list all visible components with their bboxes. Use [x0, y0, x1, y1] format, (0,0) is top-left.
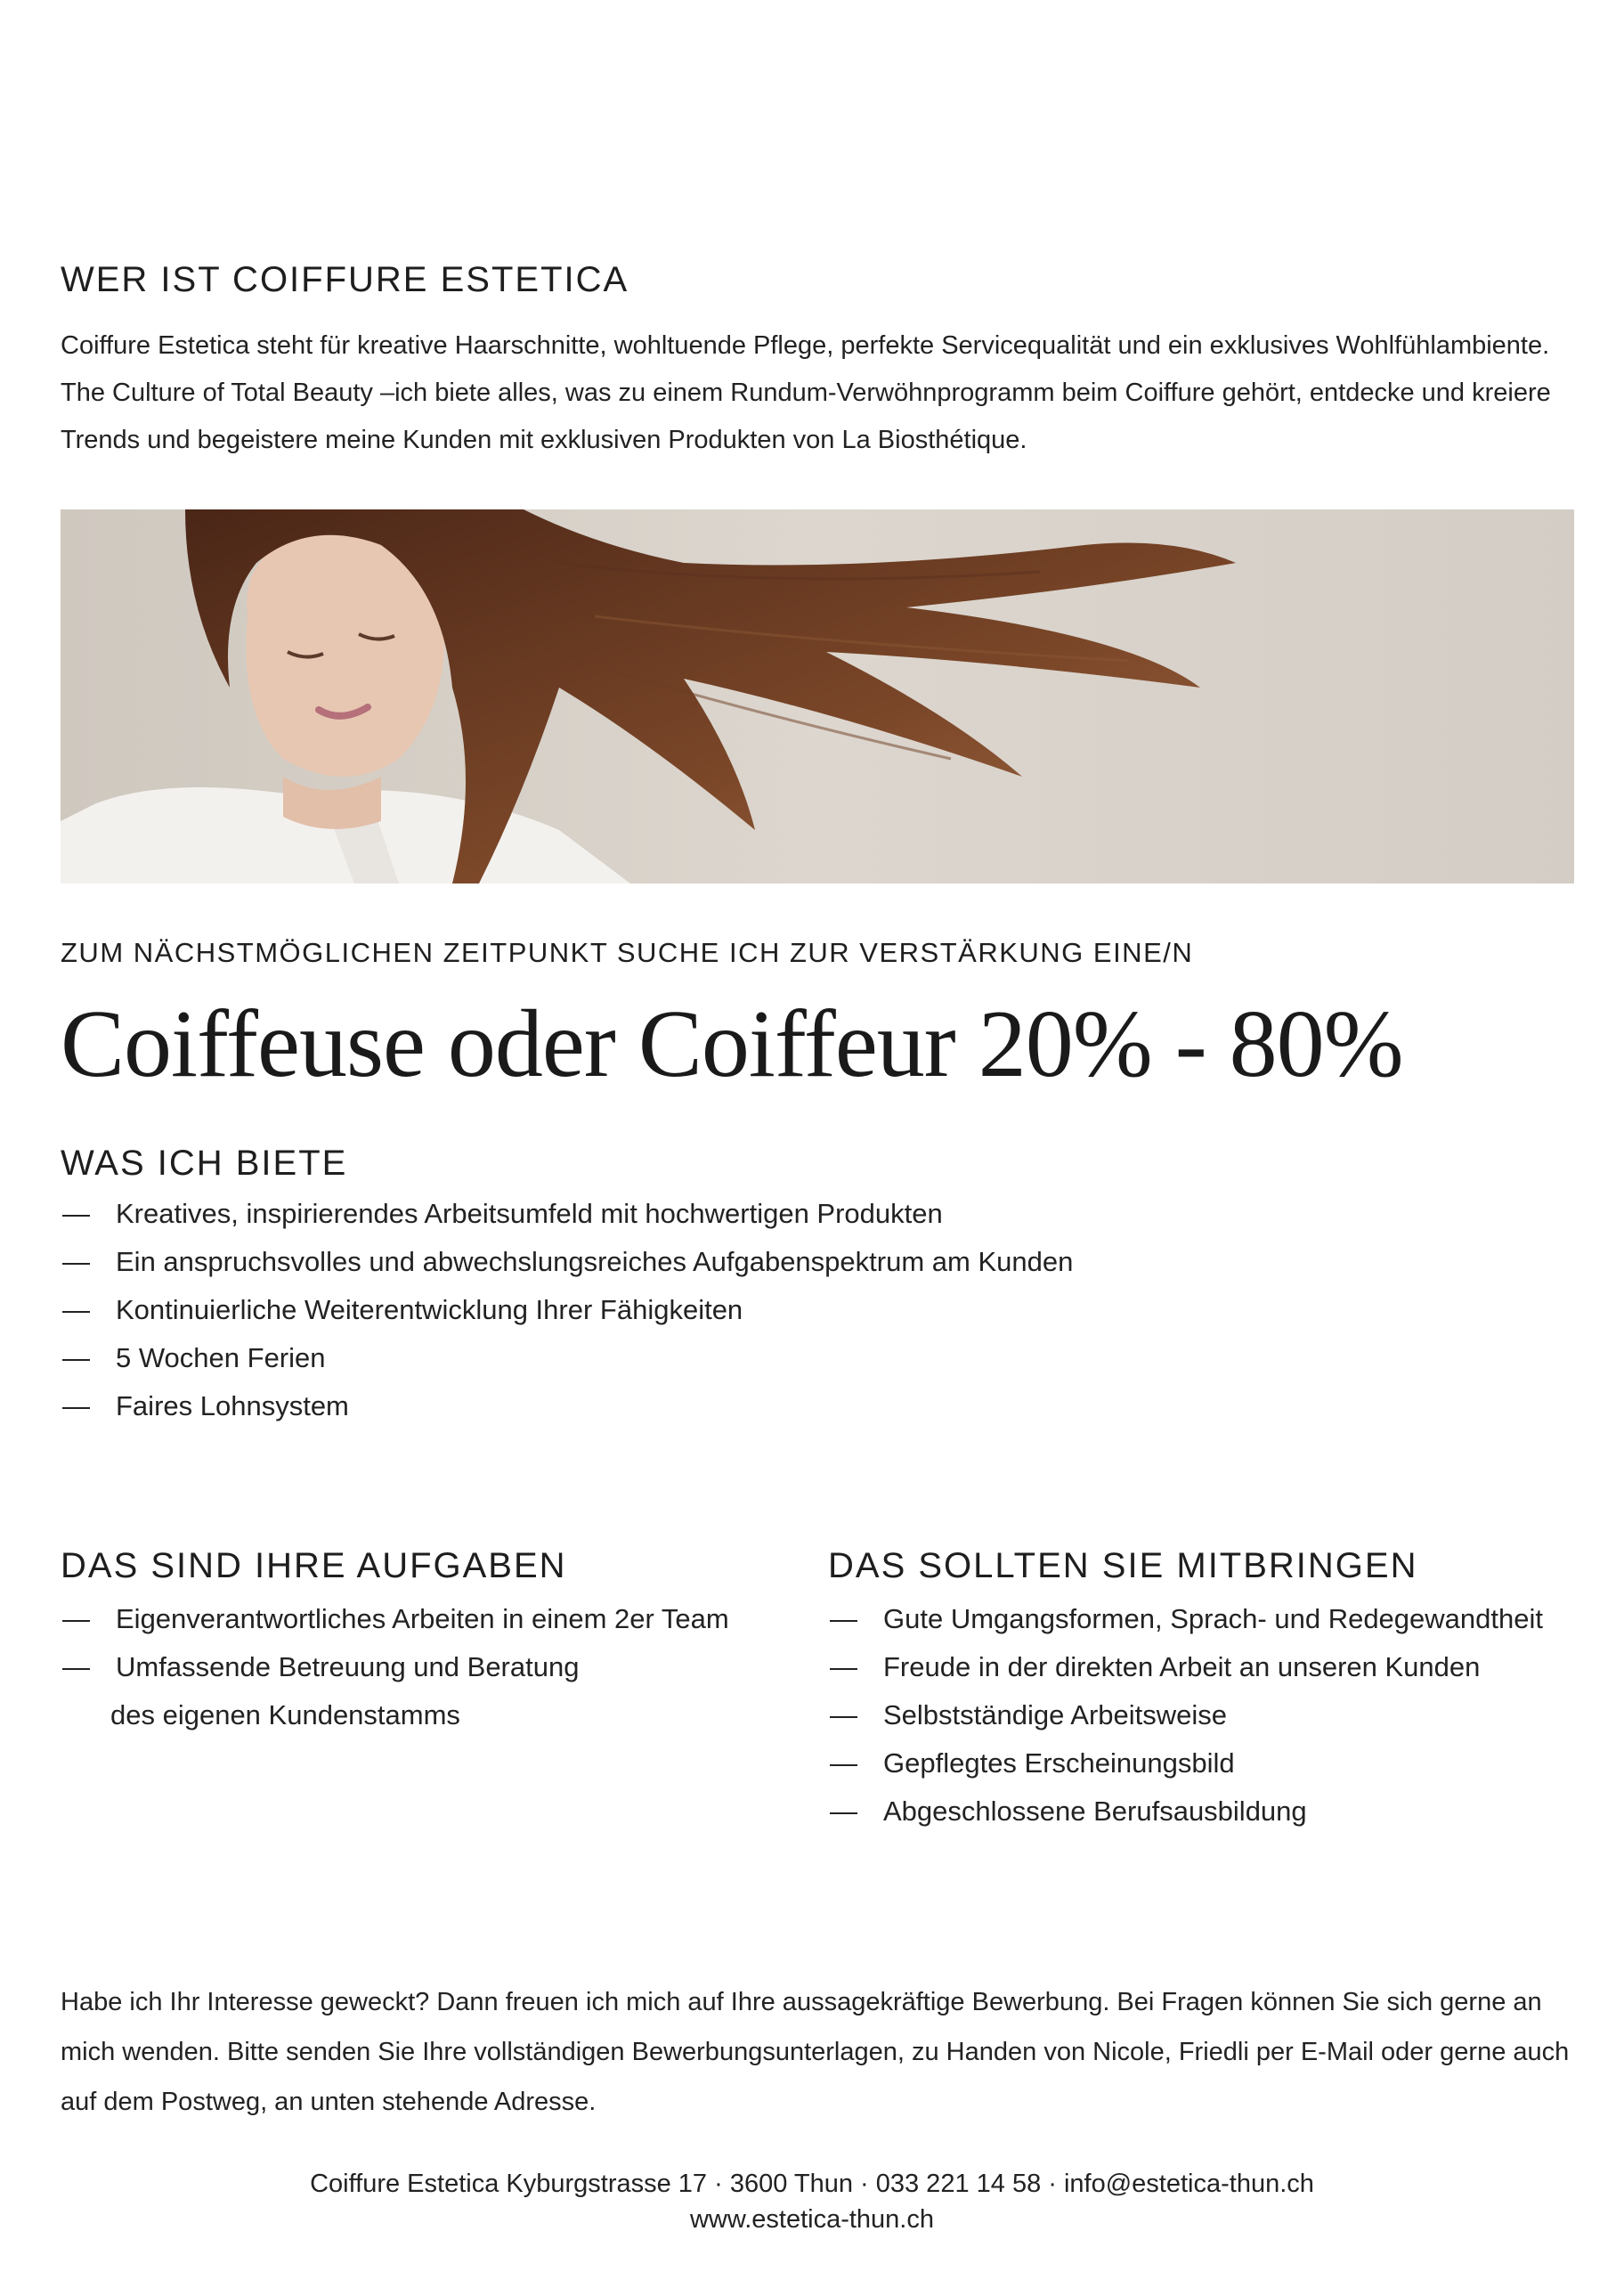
list-item	[61, 1286, 1073, 1334]
list-item-text: Gepflegtes Erscheinungsbild	[883, 1747, 1235, 1779]
list-item	[61, 1334, 1073, 1382]
closing-text: Habe ich Ihr Interesse geweckt? Dann freuen ich mich auf Ihre aussagekräftige Bewerbung. Bei Fragen können Sie sich gerne an mich wenden. Bitte senden Sie Ihre vollständigen Bewerbungsunterlagen, zu Handen von Nicole, Friedli per E-Mail oder gerne auch auf dem Postweg, an unten stehende Adresse.	[61, 1988, 1570, 2116]
intro-heading: WER IST COIFFURE ESTETICA	[61, 260, 629, 299]
dash-bullet: —	[62, 1246, 90, 1277]
list-item-text: Gute Umgangsformen, Sprach- und Redegewandtheit	[883, 1603, 1543, 1634]
intro-text: Coiffure Estetica steht für kreative Haarschnitte, wohltuende Pflege, perfekte Servicequalität und ein exklusives Wohlfühlambiente. The Culture of Total Beauty –ich biete alles, was zu einem Rundum-Verwöhnprogramm beim Coiffure gehört, entdecke und kreiere Trends und begeistere meine Kunden mit exklusiven Produkten von La Biosthétique.	[61, 331, 1551, 454]
woman-with-flowing-hair-image	[61, 509, 1574, 884]
tasks-heading: DAS SIND IHRE AUFGABEN	[61, 1546, 567, 1585]
dash-bullet: —	[830, 1603, 857, 1634]
dash-bullet: —	[62, 1651, 90, 1682]
requirements-heading: DAS SOLLTEN SIE MITBRINGEN	[828, 1546, 1418, 1585]
list-item	[828, 1595, 1543, 1643]
dash-bullet: —	[62, 1198, 90, 1229]
job-subheading: ZUM NÄCHSTMÖGLICHEN ZEITPUNKT SUCHE ICH ZUR VERSTÄRKUNG EINE/N	[61, 937, 1194, 968]
list-item-text: Selbstständige Arbeitsweise	[883, 1699, 1228, 1730]
list-item	[61, 1190, 1073, 1238]
list-item	[828, 1691, 1543, 1739]
dash-bullet: —	[830, 1747, 857, 1779]
dash-bullet: —	[62, 1603, 90, 1634]
list-item-text: 5 Wochen Ferien	[116, 1342, 326, 1373]
dash-bullet: —	[62, 1390, 90, 1421]
job-title: Coiffeuse oder Coiffeur 20% - 80%	[61, 991, 1403, 1097]
list-item	[828, 1643, 1543, 1691]
list-item-text: Kontinuierliche Weiterentwicklung Ihrer Fähigkeiten	[116, 1294, 743, 1325]
list-item	[61, 1382, 1073, 1430]
list-item-continuation: des eigenen Kundenstamms	[110, 1699, 460, 1730]
list-item	[61, 1238, 1073, 1286]
list-item	[828, 1787, 1543, 1836]
list-item-text: Eigenverantwortliches Arbeiten in einem 2er Team	[116, 1603, 729, 1634]
dash-bullet: —	[62, 1342, 90, 1373]
hero-photo	[61, 509, 1574, 884]
requirements-list	[828, 1595, 1543, 1836]
footer-address: Coiffure Estetica Kyburgstrasse 17 · 3600 Thun · 033 221 14 58 · info@estetica-thun.ch	[310, 2170, 1314, 2198]
offer-list	[61, 1190, 1073, 1430]
list-item	[61, 1595, 729, 1643]
dash-bullet: —	[830, 1796, 857, 1827]
list-item-text: Freude in der direkten Arbeit an unseren Kunden	[883, 1651, 1481, 1682]
footer-website-link[interactable]: www.estetica-thun.ch	[689, 2205, 934, 2234]
tasks-list	[61, 1595, 729, 1739]
dash-bullet: —	[62, 1294, 90, 1325]
list-item-text: Umfassende Betreuung und Beratung	[116, 1651, 580, 1682]
list-item-text: Kreatives, inspirierendes Arbeitsumfeld mit hochwertigen Produkten	[116, 1198, 943, 1229]
list-item-text: Faires Lohnsystem	[116, 1390, 349, 1421]
list-item-text: Ein anspruchsvolles und abwechslungsreiches Aufgabenspektrum am Kunden	[116, 1246, 1074, 1277]
dash-bullet: —	[830, 1699, 857, 1730]
list-item-text: Abgeschlossene Berufsausbildung	[883, 1796, 1307, 1827]
dash-bullet: —	[830, 1651, 857, 1682]
offer-heading: WAS ICH BIETE	[61, 1144, 348, 1183]
list-item	[61, 1643, 729, 1739]
list-item	[828, 1739, 1543, 1787]
